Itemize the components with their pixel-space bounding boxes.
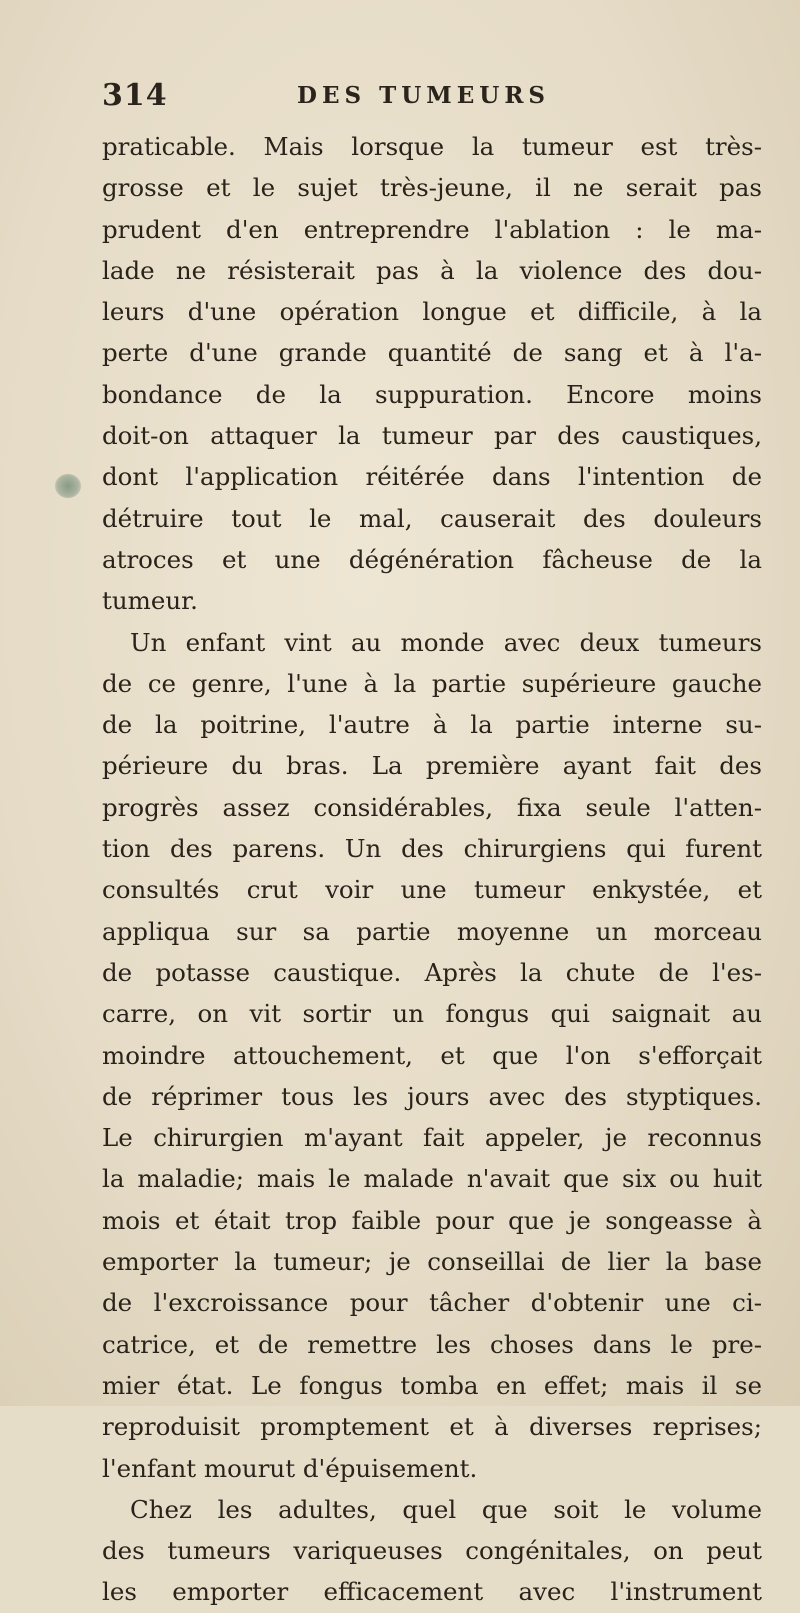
text-line: Chez les adultes, quel que soit le volume	[130, 1494, 762, 1524]
text-line: appliqua sur sa partie moyenne un morceau	[102, 916, 762, 946]
text-line: détruire tout le mal, causerait des douleurs	[102, 503, 762, 533]
text-line: bondance de la suppuration. Encore moins	[102, 379, 762, 409]
text-line: carre, on vit sortir un fongus qui saignait au	[102, 999, 762, 1029]
text-line: de l'excroissance pour tâcher d'obtenir une ci-	[102, 1288, 762, 1318]
text-line: praticable. Mais lorsque la tumeur est très-	[102, 132, 762, 161]
text-line: prudent d'en entreprendre l'ablation : le ma-	[102, 214, 762, 244]
text-line: dont l'application réitérée dans l'intention de	[102, 462, 762, 492]
text-line: lade ne résisterait pas à la violence des dou-	[102, 255, 762, 285]
text-line: Le chirurgien m'ayant fait appeler, je reconnus	[102, 1123, 762, 1153]
text-line: tion des parens. Un des chirurgiens qui furent	[102, 834, 762, 864]
text-line: des tumeurs variqueuses congénitales, on peut	[102, 1536, 762, 1566]
paper-stain	[55, 474, 81, 498]
text-line: reproduisit promptement et à diverses reprises;	[102, 1412, 762, 1442]
text-line: la maladie; mais le malade n'avait que six ou huit	[102, 1164, 762, 1194]
text-line: mier état. Le fongus tomba en effet; mais il se	[102, 1370, 762, 1400]
text-line: périeure du bras. La première ayant fait des	[102, 751, 762, 781]
text-line: tumeur.	[102, 586, 198, 616]
text-line: les emporter efficacement avec l'instrument	[102, 1577, 762, 1607]
page-header	[102, 78, 742, 118]
text-line: l'enfant mourut d'épuisement.	[102, 1453, 478, 1483]
text-line: catrice, et de remettre les choses dans le pre-	[102, 1329, 762, 1359]
text-line: emporter la tumeur; je conseillai de lier la base	[102, 1247, 762, 1277]
text-line: Un enfant vint au monde avec deux tumeurs	[130, 627, 762, 657]
page-number: 314	[102, 78, 168, 113]
text-line: progrès assez considérables, fixa seule l'atten-	[102, 792, 762, 822]
text-line: de réprimer tous les jours avec des styptiques.	[102, 1081, 762, 1111]
text-line: de la poitrine, l'autre à la partie interne su-	[102, 710, 762, 740]
text-line: atroces et une dégénération fâcheuse de la	[102, 544, 762, 574]
text-line: moindre attouchement, et que l'on s'efforçait	[102, 1040, 762, 1070]
text-line: de potasse caustique. Après la chute de l'es-	[102, 957, 762, 987]
text-line: perte d'une grande quantité de sang et à l'a-	[102, 338, 762, 368]
text-line: consultés crut voir une tumeur enkystée, et	[102, 875, 762, 905]
running-head: DES TUMEURS	[297, 82, 551, 109]
text-line: leurs d'une opération longue et difficile, à la	[102, 297, 762, 327]
text-line: grosse et le sujet très-jeune, il ne serait pas	[102, 173, 762, 203]
body-text	[102, 126, 762, 1613]
text-line: de ce genre, l'une à la partie supérieure gauche	[102, 668, 762, 698]
text-line: doit-on attaquer la tumeur par des caustiques,	[102, 421, 762, 451]
text-line: mois et était trop faible pour que je songeasse à	[102, 1205, 762, 1235]
